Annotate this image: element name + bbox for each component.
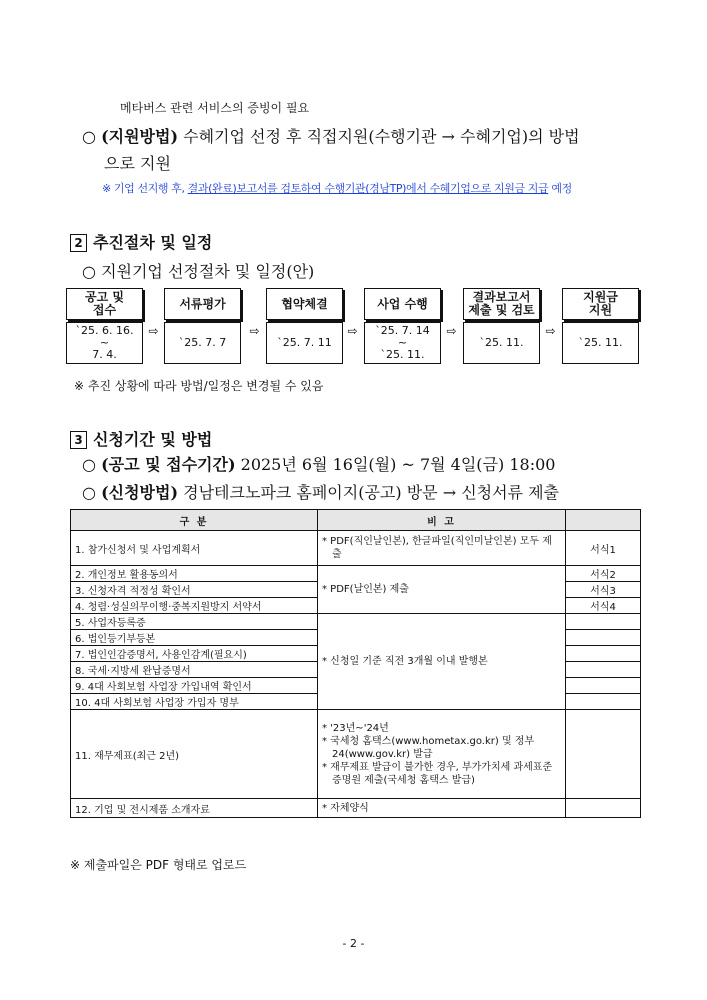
stage-grant-payment bbox=[562, 288, 639, 364]
document-item: 3. 신청자격 적정성 확인서 bbox=[71, 582, 318, 598]
document-item: 11. 재무제표(최근 2년) bbox=[71, 710, 318, 799]
document-item: 8. 국세·지방세 완납증명서 bbox=[71, 662, 318, 678]
payment-note-underlined: 결과(완료)보고서를 검토하여 수행기관(경남TP)에서 수혜기업으로 지원금 지급 bbox=[187, 182, 549, 195]
stage-date: `25. 7. 14 ~ `25. 11. bbox=[364, 322, 441, 364]
schedule-change-note: ※ 추진 상황에 따라 방법/일정은 변경될 수 있음 bbox=[74, 379, 324, 393]
form-ref bbox=[566, 710, 641, 799]
payment-note bbox=[102, 180, 572, 196]
stage-name: 공고 및 접수 bbox=[66, 288, 143, 320]
stage-name: 협약체결 bbox=[266, 288, 343, 320]
document-item: 12. 기업 및 전시제품 소개자료 bbox=[71, 799, 318, 818]
intro-line: 메타버스 관련 서비스의 증빙이 필요 bbox=[120, 101, 310, 115]
form-ref bbox=[566, 678, 641, 694]
form-ref: 서식3 bbox=[566, 582, 641, 598]
form-ref bbox=[566, 646, 641, 662]
section-number: 3 bbox=[70, 431, 87, 449]
document-item: 1. 참가신청서 및 사업계획서 bbox=[71, 531, 318, 566]
required-documents-table bbox=[70, 509, 641, 818]
section-3-heading bbox=[70, 427, 212, 450]
document-item: 9. 4대 사회보험 사업장 가입내역 확인서 bbox=[71, 678, 318, 694]
support-method-label: (지원방법) bbox=[101, 127, 179, 146]
stage-date: `25. 7. 7 bbox=[164, 322, 241, 364]
support-method-bullet bbox=[82, 124, 580, 147]
bullet-mark: ○ bbox=[82, 127, 96, 146]
bullet-mark: ○ bbox=[82, 455, 96, 474]
support-method-text: 수혜기업 선정 후 직접지원(수행기관 → 수혜기업)의 방법 bbox=[178, 127, 580, 146]
flow-arrow-icon: ⇨ bbox=[545, 324, 556, 338]
form-ref bbox=[566, 799, 641, 818]
process-flow bbox=[66, 288, 646, 366]
table-row bbox=[71, 531, 641, 566]
stage-name: 사업 수행 bbox=[364, 288, 441, 320]
payment-note-prefix: ※ 기업 선지행 후, bbox=[102, 182, 188, 195]
stage-name: 결과보고서 제출 및 검토 bbox=[463, 288, 540, 320]
form-ref: 서식1 bbox=[566, 531, 641, 566]
table-row bbox=[71, 566, 641, 582]
header-remarks: 비 고 bbox=[318, 510, 566, 531]
document-item: 5. 사업자등록증 bbox=[71, 614, 318, 630]
form-ref: 서식4 bbox=[566, 598, 641, 614]
stage-agreement bbox=[266, 288, 343, 364]
stage-result-report bbox=[463, 288, 540, 364]
bullet-mark: ○ bbox=[82, 262, 96, 281]
document-note: * PDF(날인본) 제출 bbox=[318, 566, 566, 614]
application-period bbox=[82, 452, 555, 475]
document-item: 7. 법인인감증명서, 사용인감계(필요시) bbox=[71, 646, 318, 662]
form-ref bbox=[566, 630, 641, 646]
stage-date: `25. 11. bbox=[562, 322, 639, 364]
page-number: - 2 - bbox=[342, 937, 365, 950]
document-note: * 자체양식 bbox=[318, 799, 566, 818]
form-ref: 서식2 bbox=[566, 566, 641, 582]
schedule-bullet bbox=[82, 259, 314, 282]
period-text: 2025년 6월 16일(월) ~ 7월 4일(금) 18:00 bbox=[235, 455, 556, 474]
section-number: 2 bbox=[70, 234, 87, 252]
section-title: 추진절차 및 일정 bbox=[93, 233, 213, 252]
stage-name: 서류평가 bbox=[164, 288, 241, 320]
form-ref bbox=[566, 694, 641, 710]
document-note: * '23년~'24년 * 국세청 홈택스(www.hometax.go.kr) 및 정부24(www.gov.kr) 발급 * 재무제표 발급이 불가한 경우, 부가가치세 과세표준증명원 제출(국세청 홈택스 발급) bbox=[318, 710, 566, 799]
form-ref bbox=[566, 614, 641, 630]
method-label: (신청방법) bbox=[101, 483, 179, 502]
document-item: 10. 4대 사회보험 사업장 가입자 명부 bbox=[71, 694, 318, 710]
method-text: 경남테크노파크 홈페이지(공고) 방문 → 신청서류 제출 bbox=[178, 483, 560, 502]
flow-arrow-icon: ⇨ bbox=[148, 324, 159, 338]
header-form bbox=[566, 510, 641, 531]
support-method-continued: 으로 지원 bbox=[104, 154, 171, 173]
section-title: 신청기간 및 방법 bbox=[93, 430, 213, 449]
period-label: (공고 및 접수기간) bbox=[101, 455, 236, 474]
document-note: * PDF(직인날인본), 한글파일(직인미날인본) 모두 제출 bbox=[318, 531, 566, 566]
stage-date: `25. 7. 11 bbox=[266, 322, 343, 364]
stage-date: `25. 11. bbox=[463, 322, 540, 364]
stage-project-execution bbox=[364, 288, 441, 364]
flow-arrow-icon: ⇨ bbox=[347, 324, 358, 338]
stage-name: 지원금 지원 bbox=[562, 288, 639, 320]
schedule-bullet-text: 지원기업 선정절차 및 일정(안) bbox=[101, 262, 315, 281]
stage-document-review bbox=[164, 288, 241, 364]
flow-arrow-icon: ⇨ bbox=[249, 324, 260, 338]
flow-arrow-icon: ⇨ bbox=[446, 324, 457, 338]
table-row bbox=[71, 614, 641, 630]
document-item: 6. 법인등기부등본 bbox=[71, 630, 318, 646]
stage-date: `25. 6. 16. ~ 7. 4. bbox=[66, 322, 143, 364]
payment-note-suffix: 예정 bbox=[548, 182, 572, 195]
form-ref bbox=[566, 662, 641, 678]
document-note: * 신청일 기준 직전 3개월 이내 발행본 bbox=[318, 614, 566, 710]
bullet-mark: ○ bbox=[82, 483, 96, 502]
table-row bbox=[71, 710, 641, 799]
upload-format-note: ※ 제출파일은 PDF 형태로 업로드 bbox=[70, 858, 247, 872]
document-item: 2. 개인정보 활용동의서 bbox=[71, 566, 318, 582]
document-item: 4. 청렴·성실의무이행·중복지원방지 서약서 bbox=[71, 598, 318, 614]
table-header-row bbox=[71, 510, 641, 531]
table-row bbox=[71, 799, 641, 818]
header-category: 구 분 bbox=[71, 510, 318, 531]
application-method bbox=[82, 480, 559, 503]
stage-announcement bbox=[66, 288, 143, 364]
section-2-heading bbox=[70, 230, 212, 253]
